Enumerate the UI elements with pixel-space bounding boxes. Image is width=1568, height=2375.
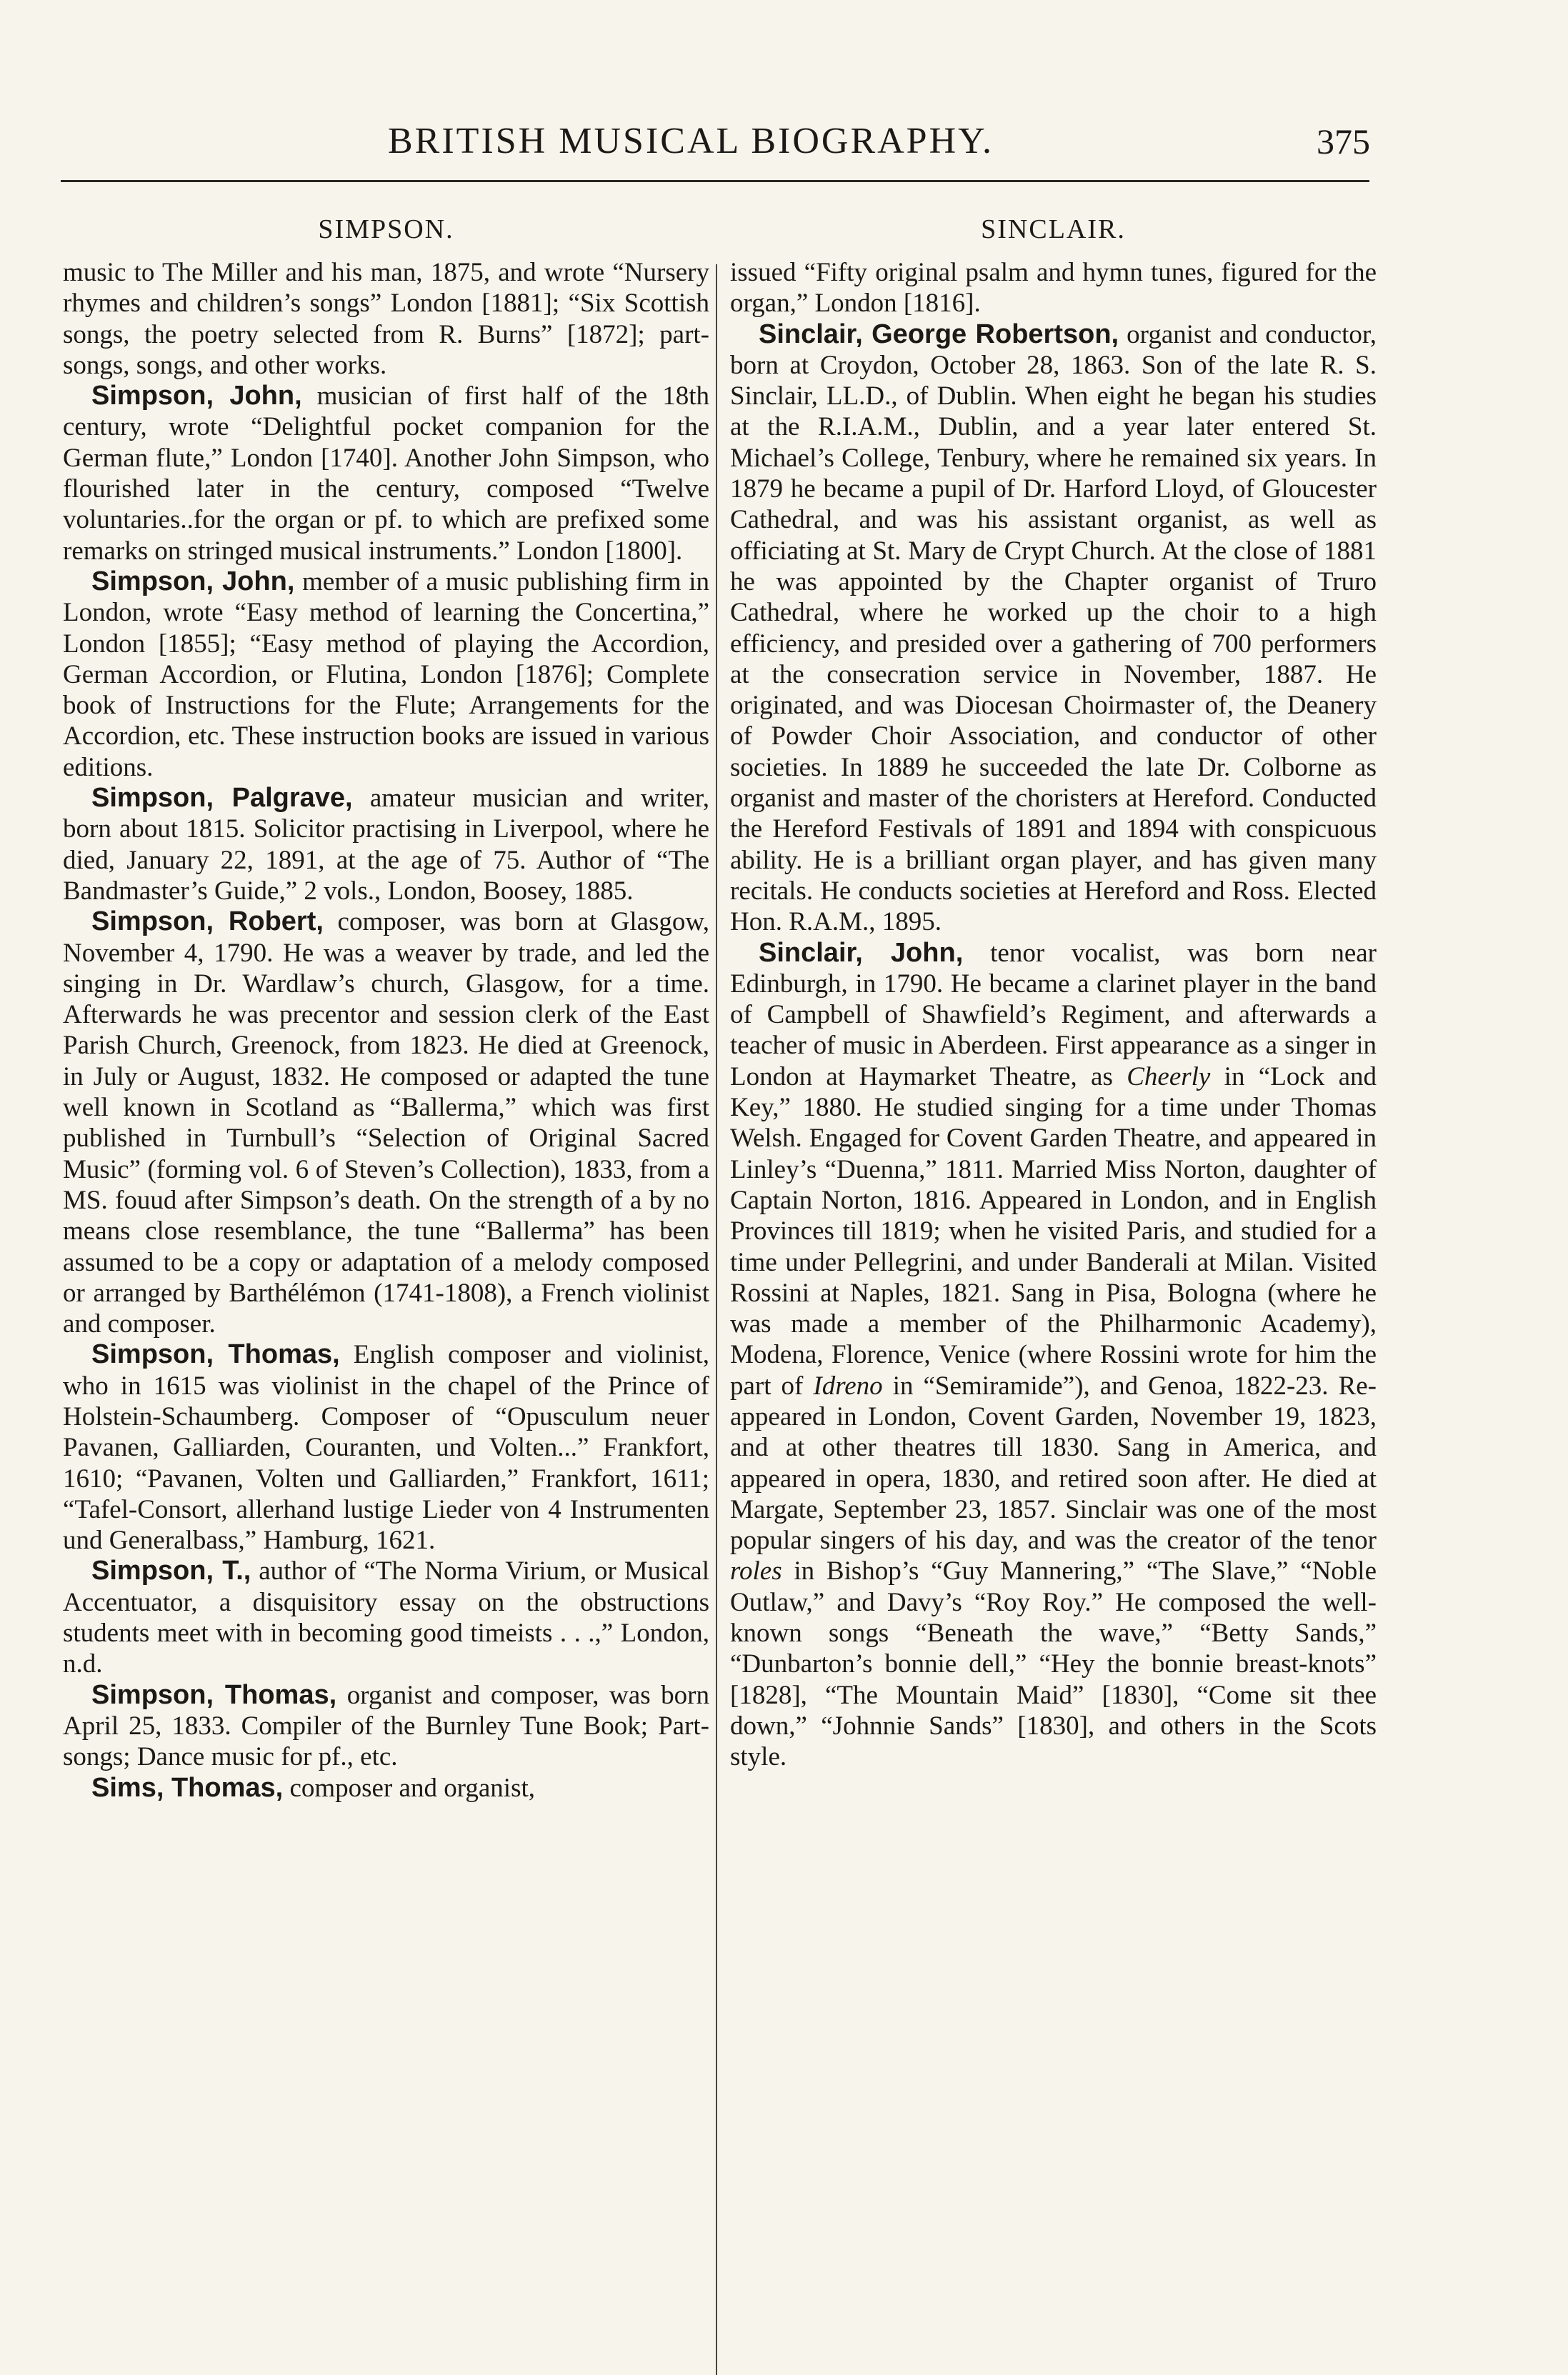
- italic-word: roles: [730, 1556, 782, 1586]
- entry-text: composer, was born at Glasgow, November 4, 1790. He was a weaver by trade, and led the singing in Dr. Wardlaw’s church, Glasgow, for a time. Afterwards he was precentor and session clerk of the East Parish Church, Greenock, from 1823. He died at Greenock, in July or August, 1832. He composed or adapted the tune well known in Scotland as “Ballerma,” which was first published in Turnbull’s “Selection of Original Sacred Music” (forming vol. 6 of Steven’s Collection), 1833, from a MS. fouud after Simpson’s death. On the strength of a by no means close resemblance, the tune “Ballerma” has been assumed to be a copy or adaptation of a melody composed or arranged by Barthélémon (1741-1808), a French violinist and composer.: [63, 907, 709, 1339]
- headword: Simpson, T.,: [91, 1556, 251, 1586]
- italic-role-name: Cheerly: [1127, 1061, 1211, 1091]
- entry-simpson-john-1: [63, 381, 709, 566]
- headword: Sinclair, John,: [759, 937, 964, 968]
- entry-sinclair-george-robertson: [730, 319, 1377, 938]
- entry-text: organist and composer, was born April 25, 1833. Compiler of the Burnley Tune Book; Part-songs; Dance music for pf., etc.: [63, 1680, 709, 1772]
- headword: Simpson, Thomas,: [91, 1679, 337, 1710]
- entry-simpson-thomas-2: [63, 1680, 709, 1773]
- page-number: 375: [1317, 121, 1370, 161]
- entry-simpson-john-2: [63, 566, 709, 783]
- column-divider: [716, 264, 717, 2375]
- entry-text: in “Lock and Key,” 1880. He studied singing for a time under Thomas Welsh. Engaged for Covent Garden Theatre, and appeared in Linley’s “Duenna,” 1811. Married Miss Norton, daughter of Captain Norton, 1816. Appeared in London, and in English Provinces till 1819; when he visited Paris, and studied for a time under Pellegrini, and under Banderali at Milan. Visited Rossini at Naples, 1821. Sang in Pisa, Bologna (where he was made a member of the Philharmonic Academy), Modena, Florence, Venice (where Rossini wrote for him the part of: [730, 1061, 1377, 1401]
- entry-sinclair-john: [730, 938, 1377, 1773]
- continued-text: issued “Fifty original psalm and hymn tunes, figured for the organ,” London [1816].: [730, 258, 1377, 319]
- entry-text: amateur musician and writer, born about 1815. Solicitor practising in Liverpool, where he died, January 22, 1891, at the age of 75. Author of “The Bandmaster’s Guide,” 2 vols., London, Boosey, 1885.: [63, 784, 709, 906]
- italic-role-name: Idreno: [813, 1371, 883, 1401]
- entry-text: in Bishop’s “Guy Mannering,” “The Slave,” “Noble Outlaw,” and Davy’s “Roy Roy.” He composed the well-known songs “Beneath the wave,” “Betty Sands,” “Dunbarton’s bonnie dell,” “Hey the bonnie breast-knots” [1828], “The Mountain Maid” [1830], “Come sit thee down,” “Johnnie Sands” [1830], and others in the Scots style.: [730, 1556, 1377, 1772]
- running-head: [63, 120, 1370, 163]
- entry-simpson-t: [63, 1556, 709, 1679]
- headword: Simpson, Palgrave,: [91, 783, 353, 814]
- entry-simpson-thomas-1: [63, 1339, 709, 1556]
- entry-text: composer and organist,: [283, 1773, 536, 1803]
- entry-text: musician of first half of the 18th century, wrote “Delightful pocket companion for the German flute,” London [1740]. Another John Simpson, who flourished later in the century, composed “Twelve voluntaries..for the organ or pf. to which are prefixed some remarks on stringed musical instruments.” London [1800].: [63, 381, 709, 566]
- headword: Simpson, John,: [91, 381, 302, 411]
- running-title: BRITISH MUSICAL BIOGRAPHY.: [388, 121, 994, 161]
- entry-text: English composer and violinist, who in 1615 was violinist in the chapel of the Prince of Holstein-Schaumberg. Composer of “Opusculum neuer Pavanen, Galliarden, Couranten, und Volten...” Frankfort, 1610; “Pavanen, Volten und Galliarden,” Frankfort, 1611; “Tafel-Consort, allerhand lustige Lieder von 4 Instrumenten und Generalbass,” Hamburg, 1621.: [63, 1340, 709, 1556]
- entry-text: author of “The Norma Virium, or Musical Accentuator, a disquisitory essay on the obstructions students meet with in becoming good timeists . . .,” London, n.d.: [63, 1556, 709, 1679]
- right-column: [730, 207, 1377, 1773]
- header-rule: [61, 180, 1369, 182]
- entry-text: tenor vocalist, was born near Edinburgh, in 1790. He became a clarinet player in the band of Campbell of Shawfield’s Regiment, and afterwards a teacher of music in Aberdeen. First appearance as a singer in London at Haymarket Theatre, as: [730, 938, 1377, 1091]
- entry-text: member of a music publishing firm in London, wrote “Easy method of learning the Concertina,” London [1855]; “Easy method of playing the Accordion, German Accordion, or Flutina, London [1876]; Complete book of Instructions for the Flute; Arrangements for the Accordion, etc. These instruction books are issued in various editions.: [63, 566, 709, 782]
- entry-text: organist and conductor, born at Croydon, October 28, 1863. Son of the late R. S. Sinclair, LL.D., of Dublin. When eight he began his studies at the R.I.A.M., Dublin, and a year later entered St. Michael’s College, Tenbury, where he remained six years. In 1879 he became a pupil of Dr. Harford Lloyd, of Gloucester Cathedral, and was his assistant organist, as well as officiating at St. Mary de Crypt Church. At the close of 1881 he was appointed by the Chapter organist of Truro Cathedral, where he worked up the choir to a high efficiency, and presided over a gathering of 700 performers at the consecration service in November, 1887. He originated, and was Diocesan Choirmaster of, the Deanery of Powder Choir Association, and conductor of other societies. In 1889 he succeeded the late Dr. Colborne as organist and master of the choristers at Hereford. Conducted the Hereford Festivals of 1891 and 1894 with conspicuous ability. He is a brilliant organ player, and has given many recitals. He conducts societies at Hereford and Ross. Elected Hon. R.A.M., 1895.: [730, 319, 1377, 937]
- entry-simpson-palgrave: [63, 783, 709, 906]
- right-column-heading: SINCLAIR.: [981, 214, 1126, 244]
- continued-text: music to The Miller and his man, 1875, and wrote “Nursery rhymes and children’s songs” London [1881]; “Six Scottish songs, the poetry selected from R. Burns” [1872]; part-songs, songs, and other works.: [63, 258, 709, 380]
- entry-simpson-robert: [63, 906, 709, 1339]
- left-column-heading: SIMPSON.: [318, 214, 454, 244]
- headword: Simpson, John,: [91, 566, 295, 596]
- headword: Simpson, Thomas,: [91, 1339, 340, 1370]
- entry-sims-thomas: [63, 1773, 709, 1804]
- entry-text: in “Semiramide”), and Genoa, 1822-23. Re-appeared in London, Covent Garden, November 19, 1823, and at other theatres till 1830. Sang in America, and appeared in opera, 1830, and retired soon after. He died at Margate, September 23, 1857. Sinclair was one of the most popular singers of his day, and was the creator of the tenor: [730, 1371, 1377, 1556]
- left-column: [63, 207, 709, 1804]
- headword: Simpson, Robert,: [91, 906, 324, 937]
- headword: Sims, Thomas,: [91, 1772, 284, 1803]
- headword: Sinclair, George Robertson,: [759, 319, 1119, 349]
